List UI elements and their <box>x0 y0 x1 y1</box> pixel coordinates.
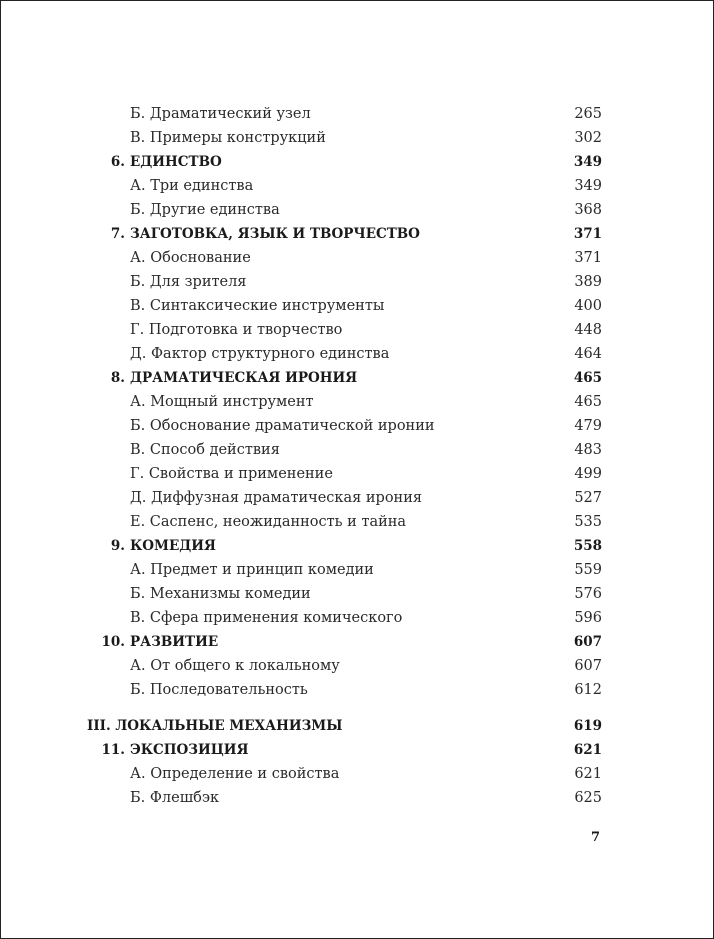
chapter-number: 9. <box>110 538 125 554</box>
toc-entry-title: В. Синтаксические инструменты <box>130 298 385 314</box>
toc-entry-page: 349 <box>573 154 602 170</box>
toc-entry-title: ДРАМАТИЧЕСКАЯ ИРОНИЯ <box>130 370 358 386</box>
chapter-number: 11. <box>101 742 125 758</box>
toc-entry-title: ЭКСПОЗИЦИЯ <box>130 742 249 758</box>
toc-entry-page: 389 <box>574 274 602 290</box>
toc-chapter-row <box>1 366 714 390</box>
toc-entry-title: А. Три единства <box>130 178 254 194</box>
toc-entry-title: А. От общего к локальному <box>130 658 340 674</box>
toc-entry-page: 371 <box>574 250 602 266</box>
toc-entry-page: 448 <box>574 322 602 338</box>
toc-sub-row <box>1 318 714 342</box>
toc-sub-row <box>1 510 714 534</box>
toc-entry-title: ЗАГОТОВКА, ЯЗЫК И ТВОРЧЕСТВО <box>130 226 420 242</box>
toc-entry-title: Г. Подготовка и творчество <box>130 322 343 338</box>
toc-entry-page: 558 <box>573 538 602 554</box>
toc-entry-page: 479 <box>574 418 602 434</box>
toc-chapter-row <box>1 738 714 762</box>
toc-entry-title: Д. Диффузная драматическая ирония <box>130 490 423 506</box>
toc-entry-title: III. ЛОКАЛЬНЫЕ МЕХАНИЗМЫ <box>87 718 343 734</box>
toc-entry-title: Б. Обоснование драматической иронии <box>130 418 435 434</box>
toc-entry-page: 464 <box>574 346 602 362</box>
toc-sub-row <box>1 414 714 438</box>
toc-entry-title: А. Предмет и принцип комедии <box>130 562 374 578</box>
toc-entry-page: 576 <box>574 586 602 602</box>
toc-entry-page: 499 <box>574 466 602 482</box>
toc-entry-title: В. Способ действия <box>130 442 280 458</box>
toc-entry-page: 400 <box>574 298 602 314</box>
toc-chapter-row <box>1 630 714 654</box>
chapter-number: 8. <box>110 370 125 386</box>
chapter-number: 10. <box>101 634 125 650</box>
toc-entry-page: 465 <box>574 394 602 410</box>
chapter-number: 6. <box>110 154 125 170</box>
table-of-contents <box>1 102 714 810</box>
toc-entry-page: 596 <box>574 610 602 626</box>
toc-sub-row <box>1 438 714 462</box>
toc-sub-row <box>1 270 714 294</box>
toc-sub-row <box>1 102 714 126</box>
toc-entry-title: Д. Фактор структурного единства <box>130 346 390 362</box>
toc-entry-title: А. Определение и свойства <box>130 766 340 782</box>
toc-entry-title: КОМЕДИЯ <box>130 538 216 554</box>
toc-sub-row <box>1 486 714 510</box>
toc-entry-page: 368 <box>574 202 602 218</box>
toc-sub-row <box>1 390 714 414</box>
toc-entry-title: Б. Флешбэк <box>130 790 220 806</box>
toc-sub-row <box>1 246 714 270</box>
toc-sub-row <box>1 606 714 630</box>
toc-sub-row <box>1 654 714 678</box>
toc-entry-page: 625 <box>574 790 602 806</box>
toc-sub-row <box>1 582 714 606</box>
page-number: 7 <box>590 830 600 845</box>
toc-sub-row <box>1 678 714 702</box>
toc-entry-page: 619 <box>573 718 602 734</box>
toc-sub-row <box>1 462 714 486</box>
toc-part-row <box>1 714 714 738</box>
toc-entry-title: ЕДИНСТВО <box>130 154 222 170</box>
toc-entry-page: 349 <box>574 178 602 194</box>
toc-entry-page: 483 <box>574 442 602 458</box>
toc-chapter-row <box>1 534 714 558</box>
toc-entry-page: 527 <box>574 490 602 506</box>
toc-entry-title: А. Обоснование <box>130 250 251 266</box>
toc-entry-page: 607 <box>573 634 602 650</box>
toc-entry-title: Б. Для зрителя <box>130 274 247 290</box>
toc-sub-row <box>1 786 714 810</box>
toc-sub-row <box>1 342 714 366</box>
toc-entry-title: Б. Другие единства <box>130 202 280 218</box>
toc-entry-page: 265 <box>574 106 602 122</box>
toc-sub-row <box>1 762 714 786</box>
toc-entry-page: 607 <box>574 658 602 674</box>
toc-entry-title: РАЗВИТИЕ <box>130 634 219 650</box>
toc-entry-page: 465 <box>573 370 602 386</box>
toc-sub-row <box>1 126 714 150</box>
toc-sub-row <box>1 174 714 198</box>
toc-entry-title: В. Примеры конструкций <box>130 130 326 146</box>
toc-entry-page: 371 <box>573 226 602 242</box>
toc-sub-row <box>1 558 714 582</box>
toc-sub-row <box>1 198 714 222</box>
chapter-number: 7. <box>110 226 125 242</box>
toc-entry-page: 535 <box>574 514 602 530</box>
toc-entry-title: Б. Механизмы комедии <box>130 586 311 602</box>
toc-entry-page: 559 <box>574 562 602 578</box>
toc-entry-title: А. Мощный инструмент <box>130 394 314 410</box>
toc-chapter-row <box>1 222 714 246</box>
toc-entry-title: Е. Саспенс, неожиданность и тайна <box>130 514 407 530</box>
toc-entry-page: 621 <box>574 766 602 782</box>
toc-sub-row <box>1 294 714 318</box>
toc-entry-title: Г. Свойства и применение <box>130 466 333 482</box>
toc-entry-title: В. Сфера применения комического <box>130 610 403 626</box>
toc-entry-title: Б. Последовательность <box>130 682 308 698</box>
toc-chapter-row <box>1 150 714 174</box>
toc-entry-page: 612 <box>574 682 602 698</box>
toc-entry-page: 621 <box>573 742 602 758</box>
toc-entry-title: Б. Драматический узел <box>130 106 311 122</box>
toc-entry-page: 302 <box>574 130 602 146</box>
